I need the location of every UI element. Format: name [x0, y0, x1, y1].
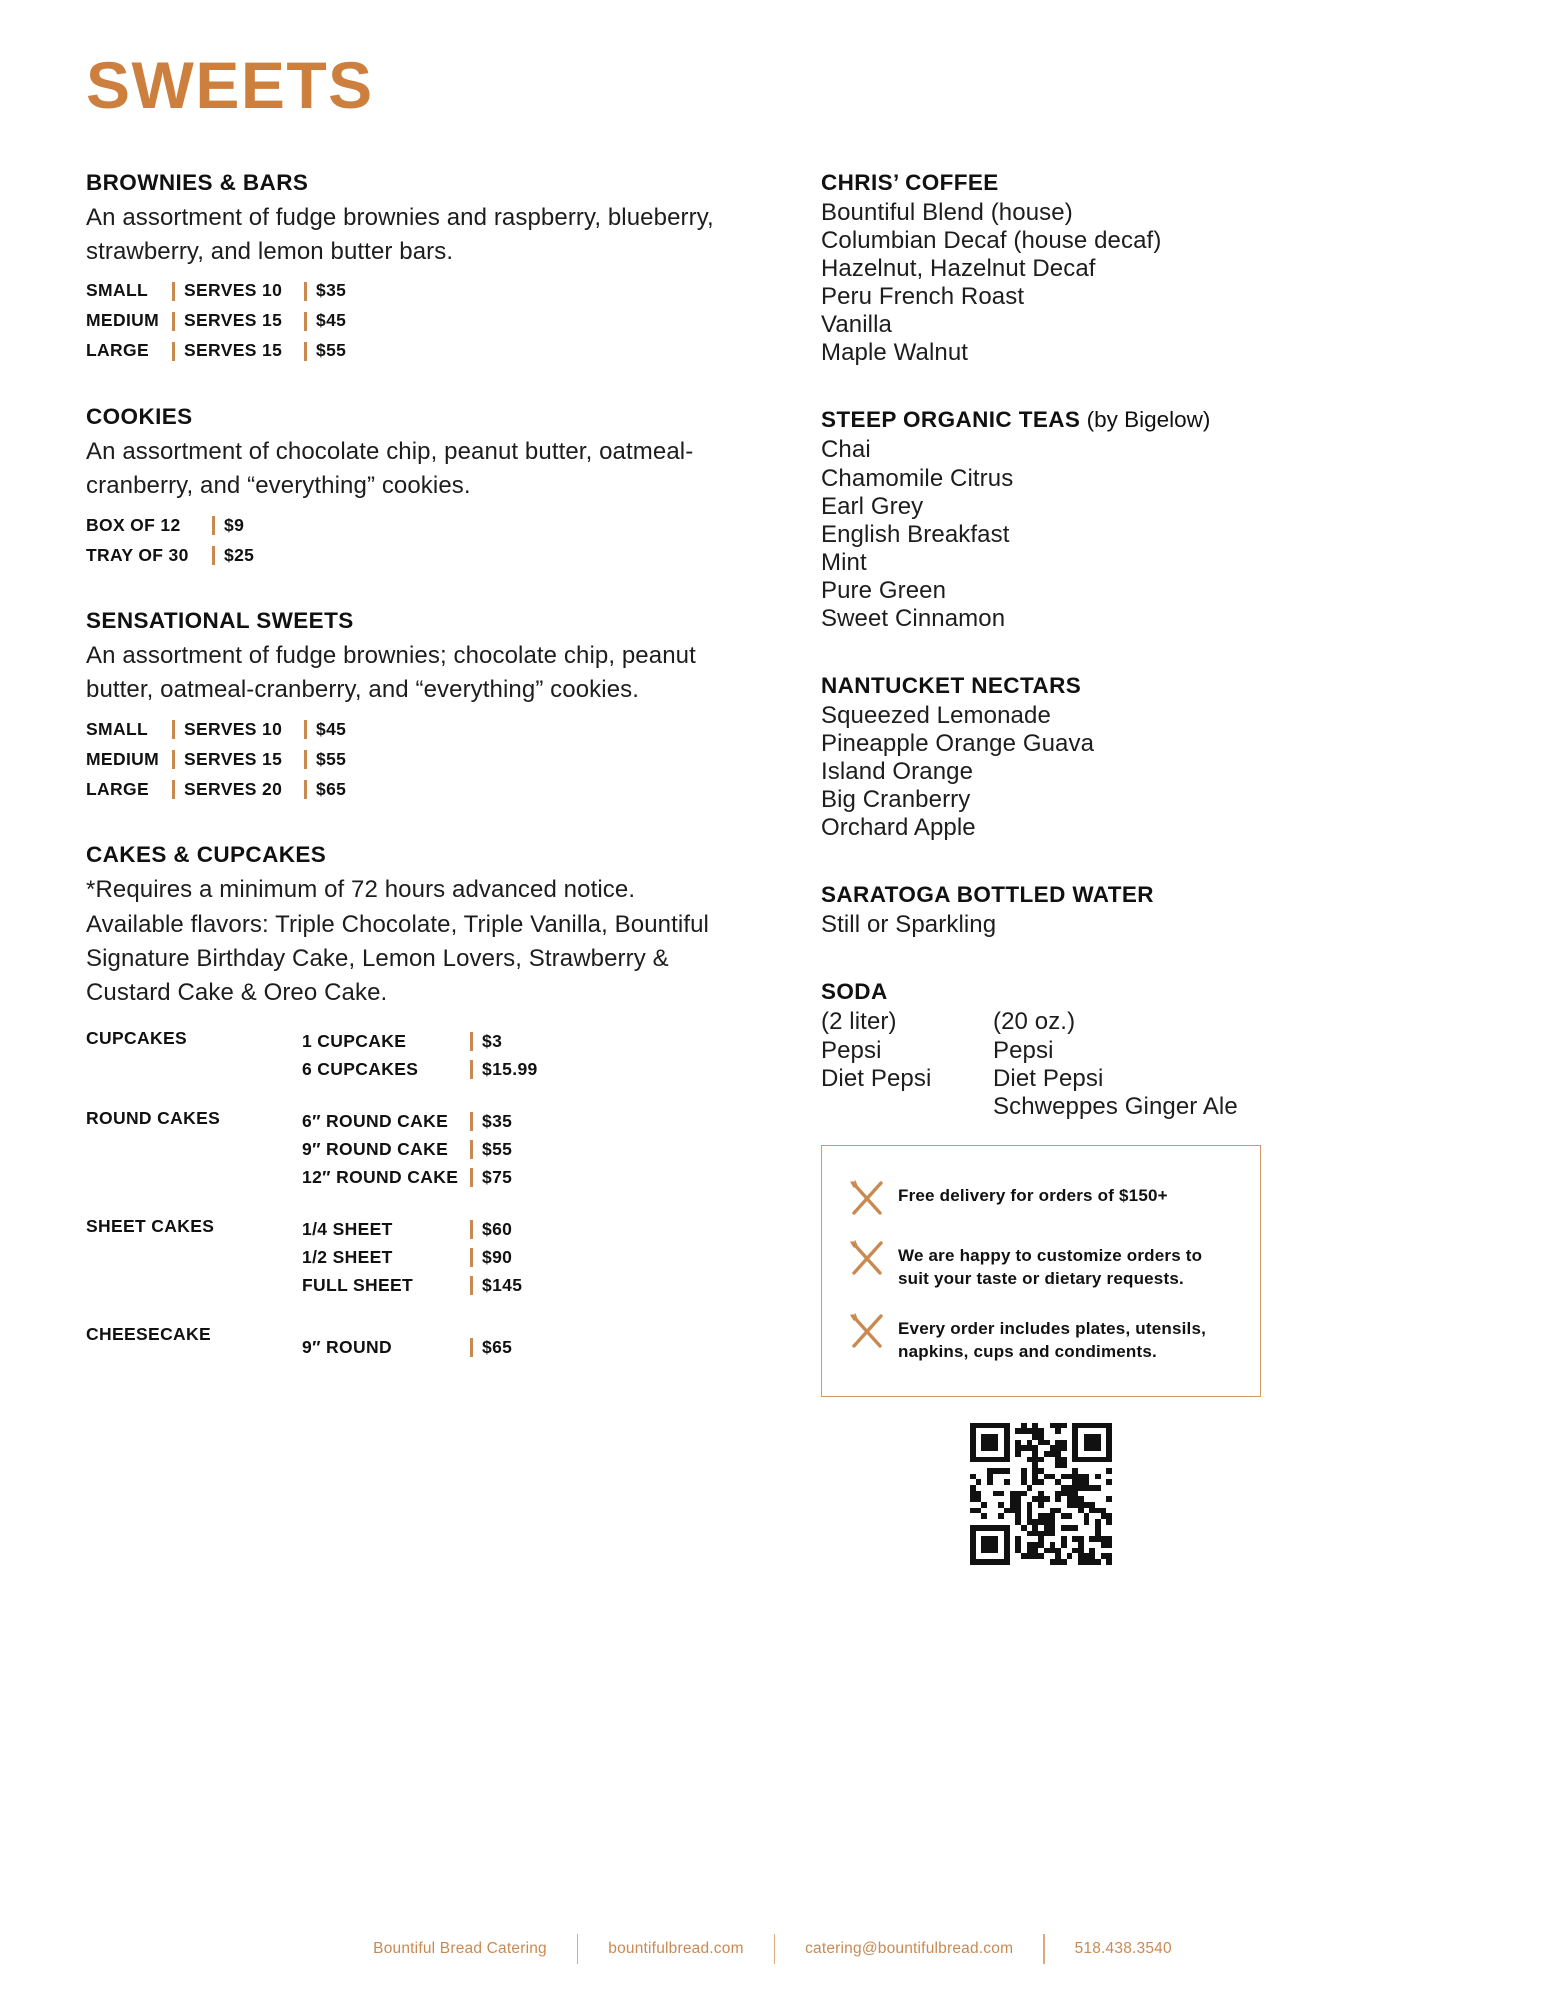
- list-item: Hazelnut, Hazelnut Decaf: [821, 255, 1096, 283]
- section-cakes-and-cupcakes: [86, 842, 756, 1361]
- list-item: Pure Green: [821, 576, 947, 604]
- info-box: [821, 1145, 1261, 1397]
- divider-bar: [470, 1060, 473, 1079]
- section-sensational-sweets: [86, 608, 756, 804]
- price-size: MEDIUM: [86, 310, 160, 331]
- list-item: Columbian Decaf (house decaf): [821, 227, 1162, 255]
- list-item: Orchard Apple: [821, 814, 976, 842]
- cake-group-label: CUPCAKES: [86, 1027, 188, 1048]
- footer: [0, 1934, 1545, 1964]
- section-heading: [821, 882, 1421, 908]
- section-nantucket-nectars: [821, 673, 1421, 842]
- cake-price-table: [86, 1028, 756, 1362]
- cakes-flavors: Available flavors: Triple Chocolate, Triple Vanilla, Bountiful Signature Birthday Cake, Lemon Lovers, Strawberry & Custard Cake & Oreo Cake.: [86, 910, 709, 1006]
- list-item: Pepsi: [993, 1036, 1054, 1064]
- cake-option: [302, 1164, 756, 1192]
- section-cookies: [86, 404, 756, 570]
- divider-bar: [304, 780, 307, 799]
- price-value: $35: [316, 280, 347, 301]
- price-rows: [86, 510, 756, 570]
- price-row: [86, 336, 756, 366]
- cake-options: [302, 1324, 756, 1362]
- divider-bar: [470, 1276, 473, 1295]
- section-steep-organic-teas: [821, 407, 1421, 633]
- cake-group-label: SHEET CAKES: [86, 1215, 215, 1236]
- cake-option-name: 12″ ROUND CAKE: [302, 1167, 459, 1188]
- list-item: Chamomile Citrus: [821, 464, 1014, 492]
- section-heading: SENSATIONAL SWEETS: [86, 608, 354, 634]
- cake-option-price: $3: [482, 1031, 503, 1052]
- divider-bar: [212, 516, 215, 535]
- footer-website[interactable]: bountifulbread.com: [608, 1940, 744, 1957]
- list-item: Pineapple Orange Guava: [821, 730, 1095, 758]
- cake-option-name: 1 CUPCAKE: [302, 1031, 407, 1052]
- section-heading-sub: (by Bigelow): [1080, 407, 1211, 433]
- price-rows: [86, 276, 756, 366]
- menu-columns: [86, 170, 1489, 1565]
- list-item: Maple Walnut: [821, 339, 969, 367]
- list-item: Bountiful Blend (house): [821, 199, 1073, 226]
- qr-code[interactable]: [970, 1423, 1112, 1565]
- cake-option-name: 1/4 SHEET: [302, 1219, 393, 1240]
- section-heading: COOKIES: [86, 404, 193, 430]
- divider-bar: [470, 1248, 473, 1267]
- price-size: SMALL: [86, 280, 149, 301]
- soda-column-2-liter: [821, 1008, 993, 1120]
- list-item: Sweet Cinnamon: [821, 604, 1006, 632]
- cake-option-price: $60: [482, 1219, 513, 1240]
- price-row: [86, 714, 756, 744]
- list-item: Vanilla: [821, 311, 892, 339]
- cake-option-price: $15.99: [482, 1059, 538, 1080]
- price-value: $55: [316, 340, 347, 361]
- price-serves: SERVES 15: [184, 310, 283, 331]
- section-heading-main: STEEP ORGANIC TEAS: [821, 407, 1081, 433]
- soda-columns: [821, 1008, 1421, 1120]
- divider-bar: [304, 342, 307, 361]
- info-row: [844, 1168, 1234, 1228]
- price-value: $9: [224, 514, 245, 535]
- list-item: Island Orange: [821, 758, 974, 786]
- list-item: Schweppes Ginger Ale: [993, 1092, 1238, 1120]
- divider-bar: [172, 312, 175, 331]
- cake-group-label: CHEESECAKE: [86, 1323, 212, 1344]
- cake-group-round-cakes: [86, 1108, 756, 1192]
- cake-option-price: $75: [482, 1167, 513, 1188]
- section-heading: [821, 673, 1421, 699]
- list-item: Squeezed Lemonade: [821, 702, 1051, 730]
- list-item: Big Cranberry: [821, 786, 971, 814]
- list-item: Peru French Roast: [821, 283, 1025, 311]
- list-item: Diet Pepsi: [821, 1064, 932, 1092]
- cake-group-label: ROUND CAKES: [86, 1107, 221, 1128]
- info-text: Every order includes plates, utensils, napkins, cups and condiments.: [898, 1318, 1207, 1362]
- section-heading-main: NANTUCKET NECTARS: [821, 673, 1082, 699]
- cake-option-price: $35: [482, 1111, 513, 1132]
- cake-option-price: $145: [482, 1275, 523, 1296]
- section-description: An assortment of fudge brownies and raspberry, blueberry, strawberry, and lemon butter bars.: [86, 204, 714, 266]
- right-column: [821, 170, 1421, 1565]
- section-heading-main: SARATOGA BOTTLED WATER: [821, 882, 1154, 908]
- divider-bar: [172, 342, 175, 361]
- cake-option: [302, 1056, 756, 1084]
- price-value: $55: [316, 748, 347, 769]
- divider-bar: [470, 1220, 473, 1239]
- list-item: Pepsi: [821, 1036, 882, 1064]
- list-item: (2 liter): [821, 1008, 897, 1036]
- left-column: [86, 170, 756, 1399]
- price-value: $65: [316, 778, 347, 799]
- cake-options: [302, 1216, 756, 1300]
- footer-phone[interactable]: 518.438.3540: [1074, 1940, 1172, 1957]
- divider-bar: [304, 720, 307, 739]
- divider-bar: [172, 780, 175, 799]
- cake-option-name: 1/2 SHEET: [302, 1247, 393, 1268]
- cake-options: [302, 1108, 756, 1192]
- price-serves: SERVES 10: [184, 718, 283, 739]
- cakes-note: *Requires a minimum of 72 hours advanced notice.: [86, 876, 636, 904]
- fork-and-knife-icon: [844, 1238, 890, 1278]
- footer-email[interactable]: catering@bountifulbread.com: [805, 1940, 1014, 1957]
- cake-option: [302, 1136, 756, 1164]
- divider-bar: [470, 1338, 473, 1357]
- divider-bar: [304, 312, 307, 331]
- section-heading-main: CHRIS’ COFFEE: [821, 170, 999, 195]
- price-serves: SERVES 10: [184, 280, 283, 301]
- fork-and-knife-icon: [844, 1178, 890, 1218]
- section-saratoga-bottled-water: [821, 882, 1421, 939]
- section-brownies-and-bars: [86, 170, 756, 366]
- list-item: Earl Grey: [821, 492, 924, 520]
- cake-option: [302, 1108, 756, 1136]
- divider-bar: [172, 282, 175, 301]
- section-heading: [821, 170, 1421, 196]
- divider-bar: [470, 1032, 473, 1051]
- soda-column-20-oz: [993, 1008, 1421, 1120]
- list-item: Chai: [821, 436, 871, 464]
- cake-group-cheesecake: [86, 1324, 756, 1362]
- divider-bar: [172, 750, 175, 769]
- price-rows: [86, 714, 756, 804]
- info-row: [844, 1301, 1234, 1374]
- cake-option: [302, 1272, 756, 1300]
- section-chris-coffee: [821, 170, 1421, 367]
- footer-company: Bountiful Bread Catering: [373, 1940, 547, 1957]
- price-serves: SERVES 20: [184, 778, 283, 799]
- section-heading: SODA: [821, 979, 888, 1005]
- section-heading: BROWNIES & BARS: [86, 170, 309, 195]
- divider-bar: [172, 720, 175, 739]
- price-value: $45: [316, 310, 347, 331]
- list-item: Still or Sparkling: [821, 911, 997, 939]
- section-heading: CAKES & CUPCAKES: [86, 842, 327, 868]
- price-value: $25: [224, 544, 255, 565]
- divider-bar: [470, 1168, 473, 1187]
- cake-option: [302, 1216, 756, 1244]
- price-serves: SERVES 15: [184, 340, 283, 361]
- list-item: Mint: [821, 548, 867, 576]
- cake-option-price: $65: [482, 1336, 513, 1357]
- divider-bar: [470, 1140, 473, 1159]
- cake-option-name: 6″ ROUND CAKE: [302, 1111, 449, 1132]
- price-size: LARGE: [86, 340, 149, 361]
- list-item: English Breakfast: [821, 520, 1010, 548]
- section-description: An assortment of chocolate chip, peanut butter, oatmeal-cranberry, and “everything” cookies.: [86, 438, 694, 500]
- price-size: BOX OF 12: [86, 514, 181, 535]
- cake-option-name: 9″ ROUND: [302, 1336, 392, 1357]
- qr-code-wrapper: [821, 1423, 1261, 1565]
- info-text: Free delivery for orders of $150+: [898, 1185, 1168, 1205]
- price-row: [86, 744, 756, 774]
- price-row: [86, 276, 756, 306]
- section-heading: [821, 407, 1421, 433]
- cake-options: [302, 1028, 756, 1084]
- cake-group-cupcakes: [86, 1028, 756, 1084]
- section-soda: [821, 979, 1421, 1120]
- cake-option: [302, 1244, 756, 1272]
- cake-option-price: $90: [482, 1247, 513, 1268]
- price-size: LARGE: [86, 778, 149, 799]
- info-text: We are happy to customize orders to suit your taste or dietary requests.: [898, 1245, 1203, 1289]
- cake-option-name: FULL SHEET: [302, 1275, 414, 1296]
- price-size: MEDIUM: [86, 748, 160, 769]
- price-value: $45: [316, 718, 347, 739]
- divider-bar: [304, 750, 307, 769]
- price-size: SMALL: [86, 718, 149, 739]
- divider-bar: [470, 1112, 473, 1131]
- price-row: [86, 774, 756, 804]
- fork-and-knife-icon: [844, 1311, 890, 1351]
- price-row: [86, 306, 756, 336]
- price-row: [86, 540, 756, 570]
- cake-group-sheet-cakes: [86, 1216, 756, 1300]
- list-item: Diet Pepsi: [993, 1064, 1104, 1092]
- price-serves: SERVES 15: [184, 748, 283, 769]
- price-row: [86, 510, 756, 540]
- cake-option-name: 6 CUPCAKES: [302, 1059, 419, 1080]
- price-size: TRAY OF 30: [86, 544, 189, 565]
- divider-bar: [212, 546, 215, 565]
- cake-option: [302, 1324, 756, 1362]
- list-item: (20 oz.): [993, 1008, 1076, 1036]
- divider-bar: [304, 282, 307, 301]
- cake-option-name: 9″ ROUND CAKE: [302, 1139, 449, 1160]
- info-row: [844, 1228, 1234, 1301]
- page-title: SWEETS: [86, 48, 374, 122]
- cake-option: [302, 1028, 756, 1056]
- section-description: An assortment of fudge brownies; chocolate chip, peanut butter, oatmeal-cranberry, and “everything” cookies.: [86, 642, 696, 704]
- cake-option-price: $55: [482, 1139, 513, 1160]
